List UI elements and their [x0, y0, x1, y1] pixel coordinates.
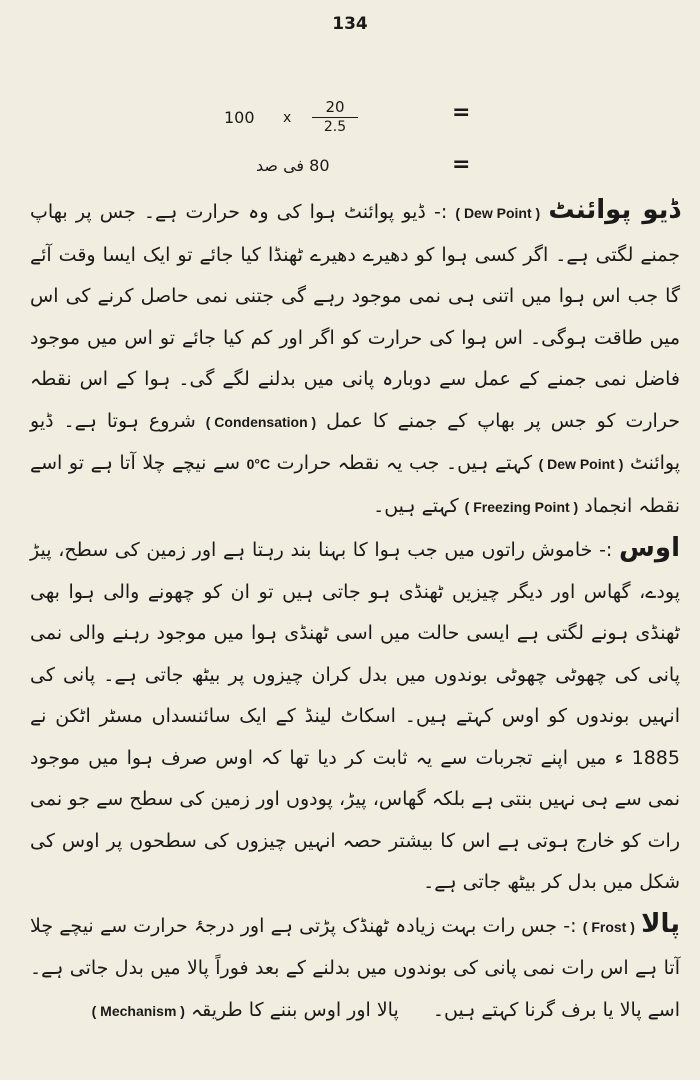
- dew-text-after-year: ء میں اپنے تجربات سے یہ ثابت کر دیا تھا کہ اوس صرف ہوا میں موجود نمی سے ہی نہیں بنتی ہے بلکہ گھاس، پیڑ، پودوں اور زمین کی سطح سے جو نمی رات کو خارج ہوتی ہے اس کا بیشتر حصہ انہیں چیزوں کی سطحوں پر اوس کی شکل میں بدل کر بیٹھ جاتی ہے۔: [30, 746, 680, 893]
- frost-paragraph: [30, 904, 680, 1033]
- formula-equals-sign: =: [452, 100, 471, 125]
- dew-point-term: ( Dew Point ): [455, 205, 541, 221]
- dew-heading: اوس: [619, 533, 680, 563]
- frost-term: ( Frost ): [582, 918, 635, 935]
- formula-result: 80 فی صد: [256, 156, 330, 175]
- dew-point-lead: :- ڈیو پوائنٹ ہوا کی وہ حرارت ہے۔: [143, 201, 448, 223]
- dew-year: 1885: [631, 746, 680, 769]
- formula-fraction: [312, 98, 358, 135]
- formula-multiplicand: 100: [224, 108, 255, 127]
- degree-value: 0°C: [246, 456, 271, 472]
- formula-denominator: 2.5: [323, 119, 347, 135]
- mechanism-subheading: پالا اور اوس بننے کا طریقہ: [191, 998, 399, 1021]
- dew-point-text-1: جس پر بھاپ جمنے لگتی ہے۔ اگر کسی ہوا کو دھیرے دھیرے ٹھنڈا کیا جائے تو ایک ایسا وقت آئے گا جب اس ہوا میں اتنی ہی نمی موجود رہے گی جتنی نمی حاصل کرنے کی اس میں طاقت ہوگی۔ اس ہوا کی حرارت کو اگر اور کم کیا جائے تو اس میں موجود فاضل نمی جمنے کے عمل سے دوبارہ پانی میں بدلنے لگے گی۔ ہوا کے اس نقطہ حرارت کو جس پر بھاپ کے جمنے کا عمل: [30, 201, 681, 432]
- dew-point-text-5: کہتے ہیں۔: [373, 494, 459, 517]
- dew-point-paragraph: [30, 190, 680, 528]
- frost-heading: پالا: [641, 908, 681, 939]
- formula-times-sign: x: [283, 110, 292, 126]
- dew-lead: :- خاموش راتوں میں جب ہوا کا بہنا بند رہتا ہے اور زمین کی سطح، پیڑ پودے، گھاس اور دیگر چیزیں ٹھنڈی ہو جاتی ہیں تو ان کو چھونے والی ہوا بھی ٹھنڈی ہونے لگتی ہے ایسی حالت میں اسی ٹھنڈی ہوا میں موجود رہنے والی نمی پانی کی چھوٹی چھوٹی بوندوں میں بدل کران چیزوں پر بیٹھ جاتی ہے۔ پانی کی انہیں بوندوں کو اوس کہتے ہیں۔ اسکاٹ لینڈ کے ایک سائنسداں مسٹر اٹکن نے: [30, 539, 680, 727]
- formula-equals-sign-2: =: [452, 152, 471, 177]
- frost-lead: :- جس رات بہت زیادہ ٹھنڈک پڑتی ہے اور درجۂ حرارت سے نیچے چلا آتا ہے اس رات نمی پانی کی بوندوں میں بدلنے کے بعد فوراً پالا میں بدل جاتی ہے۔ اسے پالا یا برف گرنا کہتے ہیں۔: [30, 914, 680, 1021]
- dew-paragraph: [30, 528, 680, 904]
- formula-numerator: 20: [312, 98, 358, 118]
- dew-point-term-2: ( Dew Point ): [538, 456, 624, 472]
- freezing-point-term: ( Freezing Point ): [464, 498, 579, 515]
- dew-point-heading: ڈیو پوائنٹ: [548, 195, 681, 225]
- dew-point-text-4: سے نیچے چلا آتا ہے تو اسے نقطہ انجماد: [30, 452, 680, 517]
- mechanism-term: ( Mechanism ): [91, 1002, 185, 1019]
- dew-point-text-2: شروع ہوتا ہے۔ ڈیو پوائنٹ: [30, 409, 681, 474]
- dew-point-text-3: کہتے ہیں۔ جب یہ نقطہ حرارت: [276, 452, 533, 474]
- formula: [0, 96, 700, 186]
- condensation-term: ( Condensation ): [205, 413, 317, 430]
- page-number: 134: [332, 14, 368, 34]
- page-body: [30, 190, 680, 1032]
